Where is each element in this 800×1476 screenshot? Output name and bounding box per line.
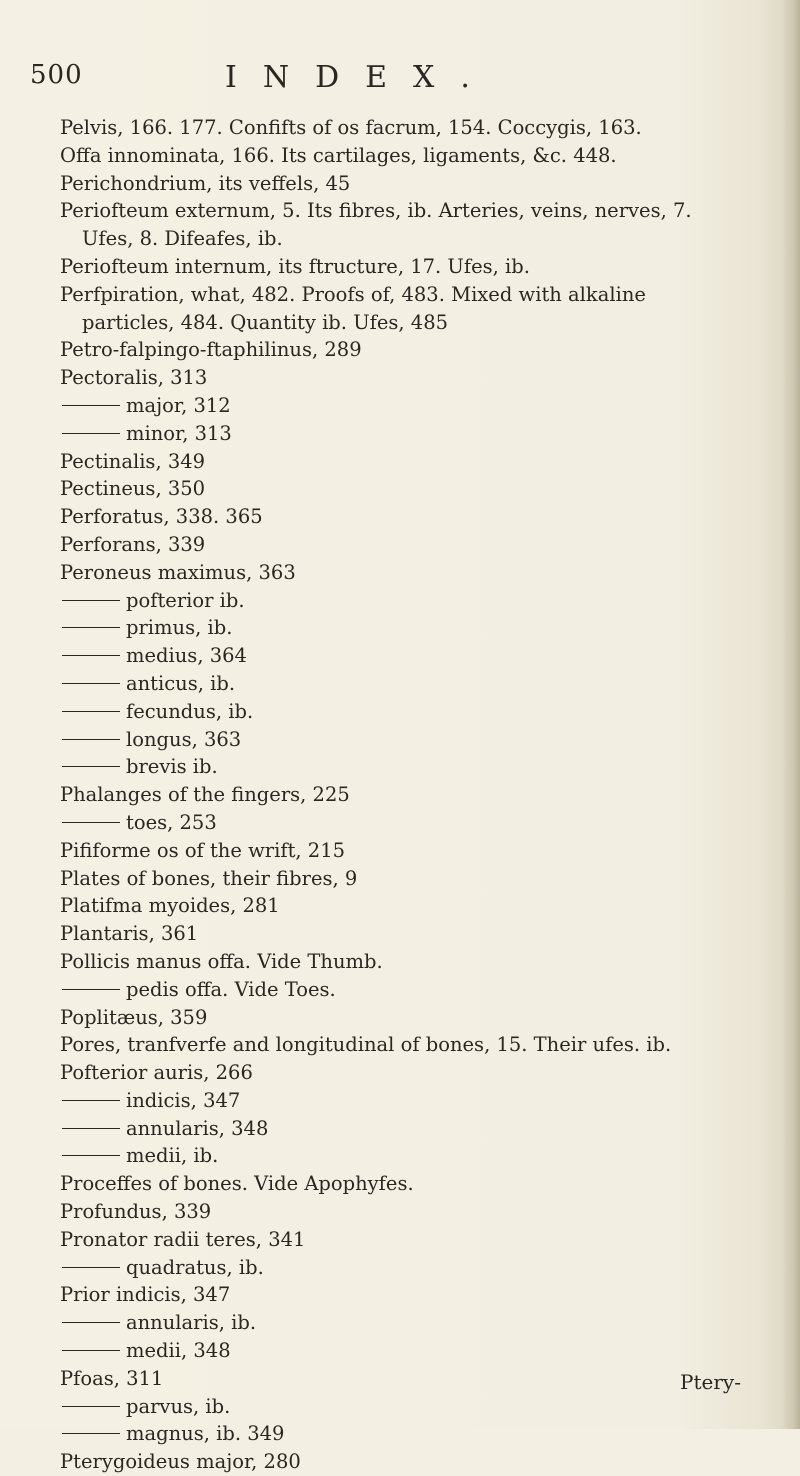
page-header [30,60,770,100]
index-subentry: pofterior ib. [60,587,780,615]
index-subentry: brevis ib. [60,753,780,781]
page-edge-shadow [782,0,800,1429]
index-entry: Plates of bones, their fibres, 9 [60,866,358,890]
index-entry: Periofteum internum, its ftructure, 17. Ufes, ib. [60,254,530,278]
index-subentry: annularis, 348 [60,1115,780,1143]
page-number: 500 [30,60,83,90]
index-subentry: quadratus, ib. [60,1254,780,1282]
index-entry: Pectoralis, 313 [60,366,208,390]
index-entry: Pollicis manus offa. Vide Thumb. [60,949,383,973]
index-entry: Prior indicis, 347 [60,1283,231,1307]
index-entry: Pectinalis, 349 [60,449,206,473]
index-subentry: medius, 364 [60,642,780,670]
index-entry: Peroneus maximus, 363 [60,560,296,584]
index-entry: Pofterior auris, 266 [60,1061,253,1085]
index-entry: Pfoas, 311 [60,1366,164,1390]
index-entry: Offa innominata, 166. Its cartilages, ligaments, &c. 448. [60,143,617,167]
index-subentry: medii, 348 [60,1337,780,1365]
index-subentry: parvus, ib. [60,1393,780,1421]
index-subentry: minor, 313 [60,420,780,448]
index-entry: Perforans, 339 [60,532,206,556]
index-subentry: indicis, 347 [60,1087,780,1115]
index-subentry: fecundus, ib. [60,698,780,726]
index-list [60,114,780,1476]
index-subentry: toes, 253 [60,809,780,837]
index-subentry: anticus, ib. [60,670,780,698]
index-entry: Pififorme os of the wrift, 215 [60,838,346,862]
index-entry: Profundus, 339 [60,1200,212,1224]
index-entry: Perfpiration, what, 482. Proofs of, 483. Mixed with alkaline [60,282,646,306]
index-subentry: medii, ib. [60,1142,780,1170]
index-entry: Pelvis, 166. 177. Confifts of os facrum, 154. Coccygis, 163. [60,116,642,139]
index-entry: Plantaris, 361 [60,922,199,946]
index-entry: Perichondrium, its veffels, 45 [60,171,351,195]
index-entry: Periofteum externum, 5. Its fibres, ib. Arteries, veins, nerves, 7. [60,199,692,223]
index-entry: Pronator radii teres, 341 [60,1227,306,1251]
running-head: INDEX. [225,60,496,95]
index-entry-continuation: particles, 484. Quantity ib. Ufes, 485 [82,310,449,334]
index-entry: Perforatus, 338. 365 [60,505,263,529]
index-entry: Platifma myoides, 281 [60,894,280,918]
index-entry: Phalanges of the fingers, 225 [60,783,350,807]
index-entry-continuation: Ufes, 8. Difeafes, ib. [82,227,283,251]
index-entry: Pterygoideus major, 280 [60,1450,301,1474]
index-subentry: magnus, ib. 349 [60,1420,780,1448]
index-subentry: pedis offa. Vide Toes. [60,976,780,1004]
index-subentry: major, 312 [60,392,780,420]
index-entry: Poplitæus, 359 [60,1005,208,1029]
index-subentry: longus, 363 [60,726,780,754]
index-entry: Pectineus, 350 [60,477,206,501]
index-entry: Proceffes of bones. Vide Apophyfes. [60,1172,414,1196]
index-subentry: annularis, ib. [60,1309,780,1337]
index-entry: Pores, tranfverfe and longitudinal of bones, 15. Their ufes. ib. [60,1033,672,1057]
index-entry: Petro-falpingo-ftaphilinus, 289 [60,338,362,362]
index-subentry: primus, ib. [60,614,780,642]
catchword: Ptery- [680,1370,741,1394]
